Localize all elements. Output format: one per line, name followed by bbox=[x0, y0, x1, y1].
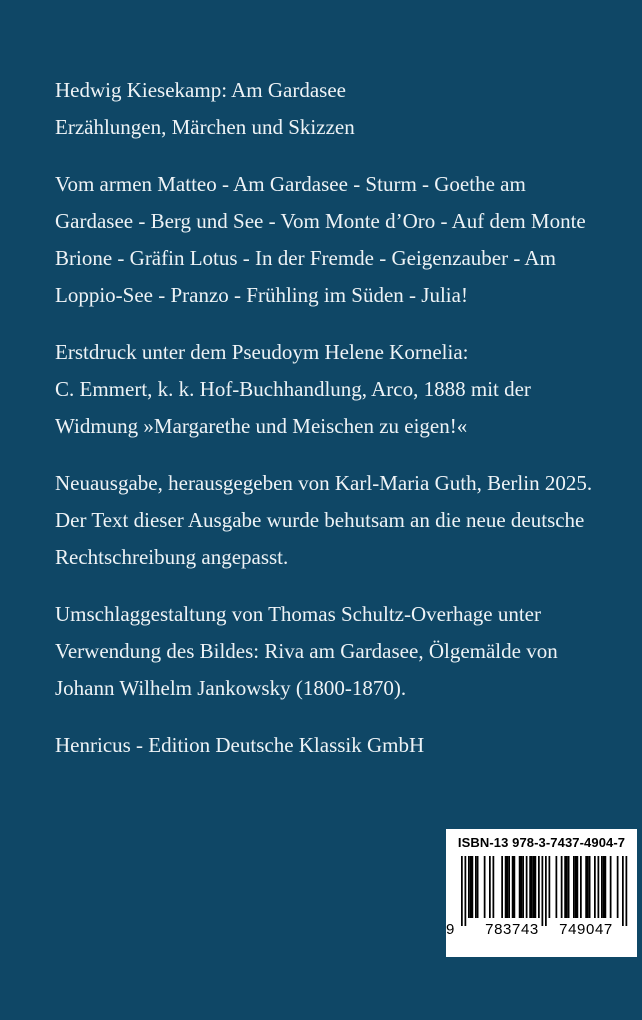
barcode-bar bbox=[526, 856, 528, 918]
barcode-bar bbox=[610, 856, 612, 918]
barcode-bar bbox=[472, 856, 474, 918]
barcode-bar bbox=[573, 856, 575, 918]
barcode-bar bbox=[501, 856, 503, 918]
barcode-bar bbox=[535, 856, 537, 918]
text-line: Johann Wilhelm Jankowsky (1800-1870). bbox=[55, 676, 407, 700]
barcode-bar bbox=[542, 856, 544, 926]
back-cover-text bbox=[55, 72, 615, 764]
barcode-bar bbox=[575, 856, 577, 918]
text-line: Henricus - Edition Deutsche Klassik GmbH bbox=[55, 733, 425, 757]
barcode-bar bbox=[538, 856, 540, 918]
barcode-bar bbox=[519, 856, 521, 918]
text-line: C. Emmert, k. k. Hof-Buchhandlung, Arco, 1888 mit der bbox=[55, 377, 531, 401]
text-line: Widmung »Margarethe und Meischen zu eigen!« bbox=[55, 414, 468, 438]
text-line: Gardasee - Berg und See - Vom Monte d’Oro - Auf dem Monte bbox=[55, 209, 586, 233]
barcode-digits-left: 783743 bbox=[485, 921, 539, 938]
barcode-bar bbox=[533, 856, 535, 918]
barcode-bar bbox=[626, 856, 628, 926]
cover-design-paragraph bbox=[55, 596, 615, 707]
barcode-bar bbox=[589, 856, 591, 918]
barcode-digits-right: 749047 bbox=[559, 921, 613, 938]
barcode-bar bbox=[585, 856, 587, 918]
barcode-bar bbox=[461, 856, 463, 926]
isbn-label: ISBN-13 978-3-7437-4904-7 bbox=[457, 835, 626, 850]
barcode-bar bbox=[580, 856, 582, 918]
barcode-bar bbox=[577, 856, 579, 918]
barcode-bar bbox=[617, 856, 619, 918]
barcode-bar bbox=[549, 856, 551, 918]
barcode-bar bbox=[465, 856, 467, 926]
edition-paragraph bbox=[55, 465, 615, 576]
text-line: Umschlaggestaltung von Thomas Schultz-Overhage unter bbox=[55, 602, 541, 626]
text-line: Neuausgabe, herausgegeben von Karl-Maria Guth, Berlin 2025. bbox=[55, 471, 593, 495]
barcode-bar bbox=[568, 856, 570, 918]
barcode-bar bbox=[514, 856, 516, 918]
text-line: Erzählungen, Märchen und Skizzen bbox=[55, 115, 355, 139]
text-line: Erstdruck unter dem Pseudoym Helene Kornelia: bbox=[55, 340, 469, 364]
barcode-bar bbox=[603, 856, 605, 918]
barcode-bar bbox=[507, 856, 509, 918]
barcode-bar bbox=[521, 856, 523, 918]
barcode-bar bbox=[512, 856, 514, 918]
barcode-bar bbox=[505, 856, 507, 918]
text-line: Der Text dieser Ausgabe wurde behutsam an die neue deutsche bbox=[55, 508, 585, 532]
first-print-paragraph bbox=[55, 334, 615, 445]
barcode-bar bbox=[493, 856, 495, 918]
barcode-bar bbox=[556, 856, 558, 918]
barcode-bar bbox=[594, 856, 596, 918]
contents-paragraph bbox=[55, 166, 615, 314]
barcode-bar bbox=[529, 856, 531, 918]
text-line: Verwendung des Bildes: Riva am Gardasee, Ölgemälde von bbox=[55, 639, 558, 663]
text-line: Rechtschreibung angepasst. bbox=[55, 545, 289, 569]
barcode-bar bbox=[508, 856, 510, 918]
text-line: Hedwig Kiesekamp: Am Gardasee bbox=[55, 78, 346, 102]
text-line: Vom armen Matteo - Am Gardasee - Sturm - Goethe am bbox=[55, 172, 526, 196]
barcode-digit-first: 9 bbox=[446, 921, 455, 938]
barcode-bar bbox=[566, 856, 568, 918]
barcode-bar bbox=[622, 856, 624, 926]
barcode-bar bbox=[531, 856, 533, 918]
barcode-bar bbox=[545, 856, 547, 926]
barcode-bar bbox=[601, 856, 603, 918]
barcode-bar bbox=[470, 856, 472, 918]
title-paragraph bbox=[55, 72, 615, 146]
barcode-bar bbox=[484, 856, 486, 918]
barcode-bar bbox=[468, 856, 470, 918]
isbn-barcode bbox=[446, 829, 637, 957]
publisher-paragraph bbox=[55, 727, 615, 764]
barcode-bar bbox=[605, 856, 607, 918]
barcode-bar bbox=[522, 856, 524, 918]
barcode-bar bbox=[564, 856, 566, 918]
barcode-bar bbox=[475, 856, 477, 918]
barcode-bar bbox=[477, 856, 479, 918]
text-line: Brione - Gräfin Lotus - In der Fremde - Geigenzauber - Am bbox=[55, 246, 556, 270]
barcode-bar bbox=[587, 856, 589, 918]
text-line: Loppio-See - Pranzo - Frühling im Süden - Julia! bbox=[55, 283, 468, 307]
barcode-bar bbox=[561, 856, 563, 918]
barcode-bar bbox=[489, 856, 491, 918]
barcode-bar bbox=[598, 856, 600, 918]
